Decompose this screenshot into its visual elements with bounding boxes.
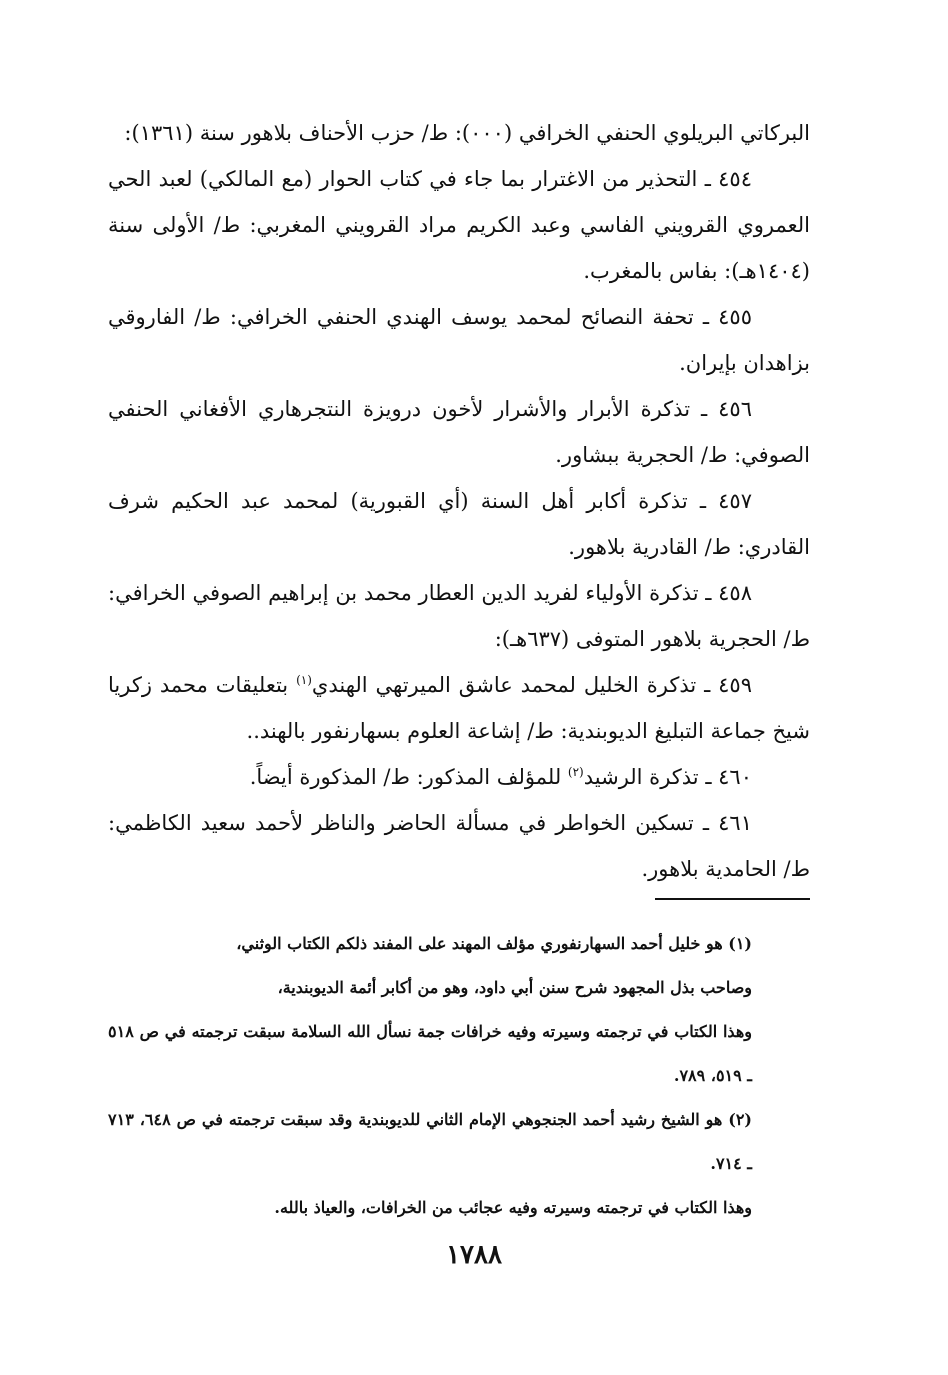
entry-461: ٤٦١ ـ تسكين الخواطر في مسألة الحاضر والناظر لأحمد سعيد الكاظمي: ط/ الحامدية بلاهور. [108, 811, 810, 881]
entry-454: ٤٥٤ ـ التحذير من الاغترار بما جاء في كتاب الحوار (مع المالكي) لعبد الحي العمروي القرويني الفاسي وعبد الكريم مراد القرويني المغربي: ط/ الأولى سنة (١٤٠٤هـ): بفاس بالمغرب. [108, 167, 810, 283]
entry-457: ٤٥٧ ـ تذكرة أكابر أهل السنة (أي القبورية) لمحمد عبد الحكيم شرف القادري: ط/ القادرية بلاهور. [108, 489, 810, 559]
entry-460-text-start: ٤٦٠ ـ تذكرة الرشيد [583, 765, 752, 789]
entry-456: ٤٥٦ ـ تذكرة الأبرار والأشرار لأخون درويزة النتجرهاري الأفغاني الحنفي الصوفي: ط/ الحجرية ببشاور. [108, 397, 810, 467]
footnote-marker-2: (٢) [567, 765, 584, 779]
entry-460-text-end: للمؤلف المذكور: ط/ المذكورة أيضاً. [249, 765, 568, 789]
footnote-1-line-3: وهذا الكتاب في ترجمته وسيرته وفيه خرافات جمة نسأل الله السلامة سبقت ترجمته في ص ٥١٨ ـ ٥١٩، ٧٨٩. [108, 1022, 752, 1085]
entry-459 [108, 662, 810, 754]
page-number: ١٧٨٨ [446, 1240, 502, 1270]
entry-459-text-end: بتعليقات محمد زكريا شيخ جماعة التبليغ الديوبندية: ط/ إشاعة العلوم بسهارنفور بالهند.. [108, 673, 810, 743]
footnote-marker-1: (١) [296, 673, 312, 687]
footnote-separator [655, 898, 810, 900]
footnote-2-line-2: وهذا الكتاب في ترجمته وسيرته وفيه عجائب من الخرافات، والعياذ بالله. [274, 1198, 752, 1217]
footnote-1-line-1: (١) هو خليل أحمد السهارنفوري مؤلف المهند على المفند ذلكم الكتاب الوثني، [236, 934, 752, 953]
footnote-1-line-2: وصاحب بذل المجهود شرح سنن أبي داود، وهو من أكابر أئمة الديوبندية، [277, 978, 752, 997]
footnote-2-line-1: (٢) هو الشيخ رشيد أحمد الجنجوهي الإمام الثاني للديوبندية وقد سبقت ترجمته في ص ٦٤٨، ٧١٣ ـ ٧١٤. [108, 1110, 752, 1173]
entry-459-text-start: ٤٥٩ ـ تذكرة الخليل لمحمد عاشق الميرتهي الهندي [311, 673, 752, 697]
main-text [108, 110, 810, 892]
footnotes [108, 922, 810, 1230]
intro-line: البركاتي البريلوي الحنفي الخرافي (٠٠٠): ط/ حزب الأحناف بلاهور سنة (١٣٦١): [124, 121, 810, 145]
entry-455: ٤٥٥ ـ تحفة النصائح لمحمد يوسف الهندي الحنفي الخرافي: ط/ الفاروقي بزاهدان بإيران. [108, 305, 810, 375]
entry-458: ٤٥٨ ـ تذكرة الأولياء لفريد الدين العطار محمد بن إبراهيم الصوفي الخرافي: ط/ الحجرية بلاهور المتوفى (٦٣٧هـ): [108, 581, 810, 651]
entry-460 [108, 754, 810, 800]
